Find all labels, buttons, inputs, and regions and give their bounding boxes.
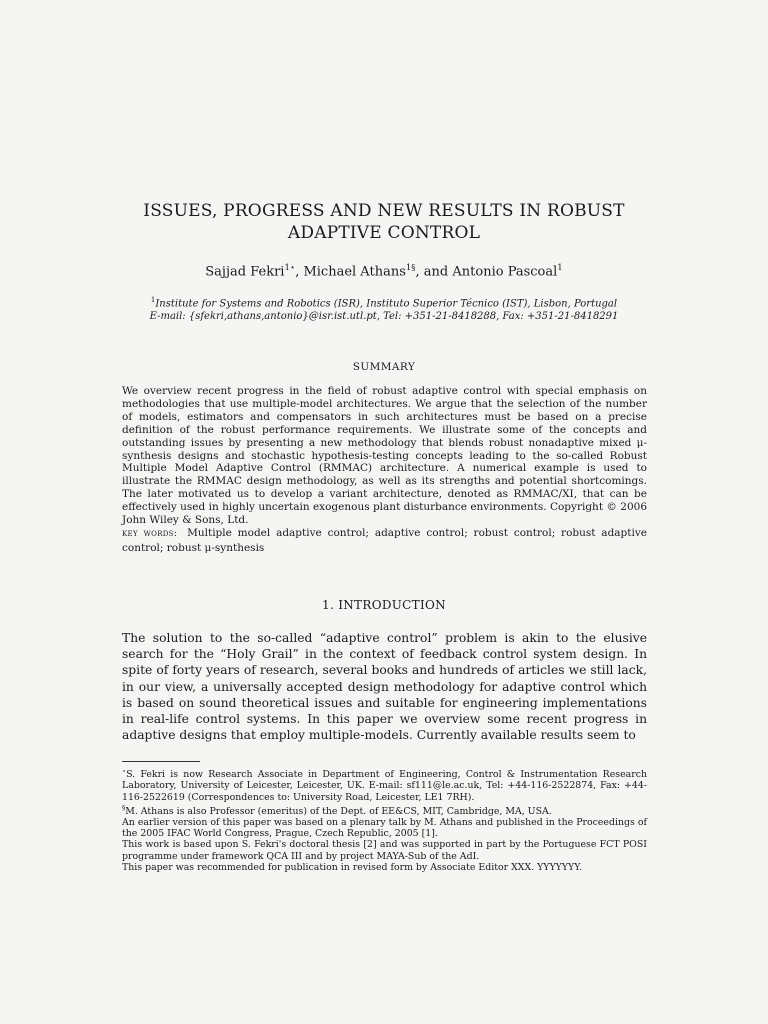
keywords [122, 526, 647, 555]
affiliation-institute: Institute for Systems and Robotics (ISR), Instituto Superior Técnico (IST), Lisbon, Portugal [155, 298, 618, 310]
footnote-rule [122, 761, 200, 762]
affiliation-mark: 1 [150, 296, 156, 304]
footnote-text: S. Fekri is now Research Associate in Department of Engineering, Control & Instrumentation Research Laboratory, University of Leicester, Leicester, UK. E-mail: sf111@le.ac.uk, Tel: +44-116-2522874, Fax: +44-116-2522619 (Correspondences to: University Road, Leicester, LE1 7RH). [122, 769, 647, 803]
author-name: Sajjad Fekri [205, 264, 285, 280]
footnote-mark: ⋆ [122, 767, 127, 775]
author-separator: , [295, 264, 304, 280]
footnote [122, 839, 647, 861]
footnote-text: An earlier version of this paper was based on a plenary talk by M. Athans and published in the Proceedings of the 2005 IFAC World Congress, Prague, Czech Republic, 2005 [1]. [122, 817, 647, 840]
title-line-2: ADAPTIVE CONTROL [287, 223, 481, 243]
author-list [100, 263, 668, 279]
footnote-text: This work is based upon S. Fekri's doctoral thesis [2] and was supported in part by the Portuguese FCT POSI programme under framework QCA III and by project MAYA-Sub of the AdI. [122, 839, 647, 862]
section-heading-introduction: 1. INTRODUCTION [322, 598, 446, 612]
keywords-label: key words: [122, 528, 178, 539]
footnote [122, 817, 647, 839]
affiliation-contact: E-mail: {sfekri,athans,antonio}@isr.ist.utl.pt, Tel: +351-21-8418288, Fax: +351-21-8418291 [149, 311, 619, 323]
author-mark: 1⋆ [284, 263, 296, 273]
author-mark: 1 [557, 263, 563, 273]
author-mark: 1§ [405, 263, 416, 273]
author-name: Antonio Pascoal [452, 264, 558, 280]
footnote [122, 766, 647, 803]
author-name: Michael Athans [303, 264, 406, 280]
footnote-text: This paper was recommended for publication in revised form by Associate Editor XXX. YYYYYYY. [122, 861, 583, 873]
introduction-paragraph: The solution to the so-called “adaptive control” problem is akin to the elusive search for the “Holy Grail” in the context of feedback control system design. In spite of forty years of research, several books and hundreds of articles we still lack, in our view, a universally accepted design methodology for adaptive control which is based on sound theoretical issues and suitable for engineering implementations in real-life control systems. In this paper we overview some recent progress in adaptive designs that employ multiple-models. Currently available results seem to [122, 631, 647, 743]
title-line-1: ISSUES, PROGRESS AND NEW RESULTS IN ROBUST [143, 201, 625, 221]
keywords-text: Multiple model adaptive control; adaptive control; robust control; robust adaptive control; robust μ-synthesis [122, 527, 647, 554]
footnote [122, 803, 647, 817]
paper-title [100, 200, 668, 244]
footnote-text: M. Athans is also Professor (emeritus) of the Dept. of EE&CS, MIT, Cambridge, MA, USA. [125, 805, 552, 817]
author-separator: , and [415, 264, 453, 280]
footnote-mark: § [122, 803, 126, 812]
abstract-text: We overview recent progress in the field of robust adaptive control with special emphasis on methodologies that use multiple-model architectures. We argue that the selection of the number of models, estimators and compensators in such architectures must be based on a precise definition of the robust performance requirements. We illustrate some of the concepts and outstanding issues by presenting a new methodology that blends robust nonadaptive mixed μ-synthesis designs and stochastic hypothesis-testing concepts leading to the so-called Robust Multiple Model Adaptive Control (RMMAC) architecture. A numerical example is used to illustrate the RMMAC design methodology, as well as its strengths and potential shortcomings. The later motivated us to develop a variant architecture, denoted as RMMAC/XI, that can be effectively used in highly uncertain exogenous plant disturbance environments. Copyright © 2006 John Wiley & Sons, Ltd. [122, 385, 647, 527]
affiliation [100, 294, 668, 323]
footnote [122, 862, 647, 873]
summary-heading: SUMMARY [352, 361, 416, 373]
footnotes [122, 766, 647, 873]
